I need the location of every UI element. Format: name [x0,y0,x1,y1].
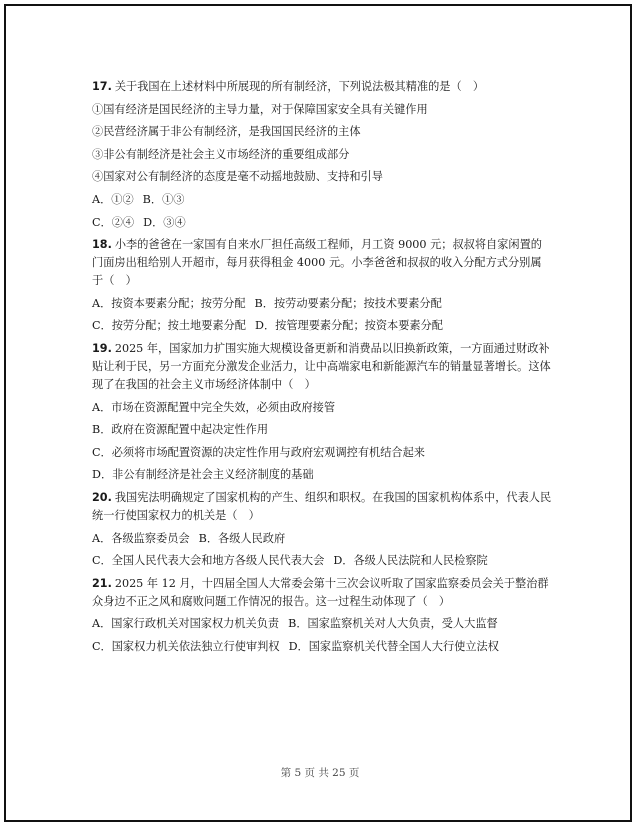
option-d: D．③④ [143,215,186,229]
option-a: A．各级监察委员会 [92,531,190,545]
question-21-stem [92,575,552,611]
option-c: C．国家权力机关依法独立行使审判权 [92,639,280,653]
option-a: A．市场在资源配置中完全失效，必须由政府接管 [92,400,336,414]
question-stem: 2025 年 12 月，十四届全国人大常委会第十三次会议听取了国家监察委员会关于整治群众身边不正之风和腐败问题工作情况的报告。这一过程生动体现了（ ） [92,576,549,608]
question-number: 18. [92,238,112,252]
option-d: D．非公有制经济是社会主义经济制度的基础 [92,468,314,482]
question-21-options-line-2 [92,638,552,656]
question-18-stem [92,236,552,290]
question-stem: 小李的爸爸在一家国有自来水厂担任高级工程师，月工资 9000 元；叔叔将自家闲置的门面房出租给别人开超市，每月获得租金 4000 元。小李爸爸和叔叔的收入分配方式分别属于（ ） [92,238,542,288]
question-number: 17. [92,80,112,93]
question-stem: 关于我国在上述材料中所展现的所有制经济，下列说法极其精准的是（ ） [114,80,485,93]
option-d: D．国家监察机关代替全国人大行使立法权 [288,639,499,653]
question-stem: 2025 年，国家加力扩围实施大规模设备更新和消费品以旧换新政策，一方面通过财政补贴让利于民，另一方面充分激发企业活力，让中高端家电和新能源汽车的销量显著增长。这体现了在我国的社会主义市场经济体制中（ ） [92,341,551,391]
question-17-options-line-1 [92,191,552,209]
statement-2: ②民营经济属于非公有制经济，是我国国民经济的主体 [92,125,361,139]
option-a: A．国家行政机关对国家权力机关负责 [92,617,280,631]
option-c: C．必须将市场配置资源的决定性作用与政府宏观调控有机结合起来 [92,445,425,459]
question-20-options-line-1 [92,530,552,548]
question-18-options-line-2 [92,317,552,335]
question-20-stem [92,489,552,525]
question-17-options-line-2 [92,214,552,232]
question-number: 19. [92,341,112,355]
page-number: 第 5 页 共 25 页 [280,767,360,779]
question-17-stem [92,78,552,96]
question-number: 21. [92,576,112,590]
option-a: A．按资本要素分配；按劳分配 [92,296,246,310]
option-c: C．②④ [92,215,135,229]
question-number: 20. [92,490,112,504]
question-18-options-line-1 [92,295,552,313]
question-19-stem [92,340,552,394]
statement-1: ①国有经济是国民经济的主导力量，对于保障国家安全具有关键作用 [92,102,428,116]
option-d: D．按管理要素分配；按资本要素分配 [255,319,443,333]
question-20-options-line-2 [92,552,552,570]
question-21-options-line-1 [92,615,552,633]
option-b: B．国家监察机关对人大负责，受人大监督 [288,617,498,631]
option-b: B．各级人民政府 [198,531,286,545]
question-stem: 我国宪法明确规定了国家机构的产生、组织和职权。在我国的国家机构体系中，代表人民统一行使国家权力的机关是（ ） [92,490,552,522]
exam-content [92,78,552,660]
option-b: B．按劳动要素分配；按技术要素分配 [254,296,442,310]
statement-4: ④国家对公有制经济的态度是毫不动摇地鼓励、支持和引导 [92,170,383,184]
option-d: D．各级人民法院和人民检察院 [333,554,488,568]
option-c: C．按劳分配；按土地要素分配 [92,319,246,333]
option-c: C．全国人民代表大会和地方各级人民代表大会 [92,554,325,568]
option-b: B．①③ [142,192,185,206]
statement-3: ③非公有制经济是社会主义市场经济的重要组成部分 [92,147,350,161]
option-a: A．①② [92,192,134,206]
option-b: B．政府在资源配置中起决定性作用 [92,423,269,437]
